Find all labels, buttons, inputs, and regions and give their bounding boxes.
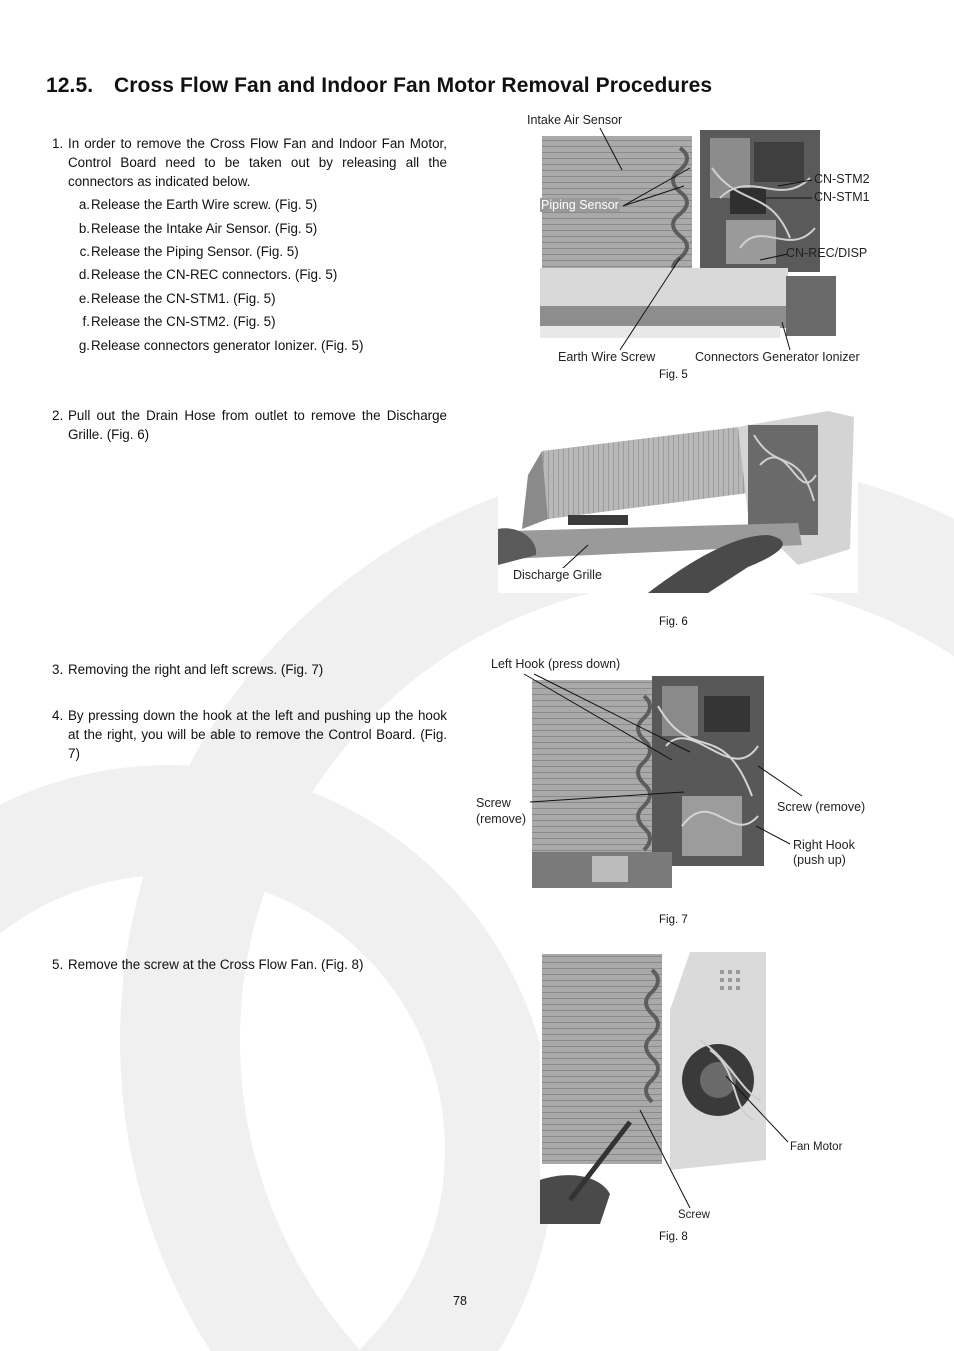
substep-a: [70, 195, 317, 214]
step-number: 3.: [52, 662, 64, 677]
fig5-label-cn-rec-disp: CN-REC/DISP: [786, 246, 868, 260]
substep-text: Release the CN-STM2. (Fig. 5): [91, 314, 276, 329]
fig5-label-piping-sensor: Piping Sensor: [541, 198, 619, 212]
fig8-label-screw: Screw: [678, 1209, 710, 1221]
substep-f: [70, 312, 276, 331]
fig7-label-right-hook-1: Right Hook: [793, 838, 855, 852]
substep-g: [70, 336, 363, 355]
fig5-label-connectors-generator-ionizer: Connectors Generator Ionizer: [695, 350, 860, 364]
fig7-label-screw-left-2: (remove): [476, 812, 527, 826]
step-text: Remove the screw at the Cross Flow Fan. (Fig. 8): [68, 957, 364, 972]
substep-letter: f.: [82, 314, 90, 329]
substep-letter: g.: [78, 338, 90, 353]
fig5-label-cn-stm2: CN-STM2: [814, 172, 870, 186]
substep-text: Release the Earth Wire screw. (Fig. 5): [91, 197, 318, 212]
fig5-caption: Fig. 5: [659, 369, 688, 381]
fig7-label-right-hook-2: (push up): [793, 853, 846, 867]
substep-b: [70, 219, 317, 238]
substep-text: Release the CN-REC connectors. (Fig. 5): [91, 267, 338, 282]
section-number: 12.5.: [46, 74, 94, 97]
substep-letter: c.: [79, 244, 90, 259]
section-title: [46, 74, 712, 98]
substep-e: [70, 289, 276, 308]
substep-c: [70, 242, 299, 261]
substep-d: [70, 265, 337, 284]
page-number: 78: [453, 1294, 467, 1308]
step-number: 2.: [52, 408, 64, 423]
step-2: [52, 406, 447, 444]
fig5-leader-lines: [520, 110, 900, 370]
fig7-label-screw-left-1: Screw: [476, 796, 511, 810]
section-title-text: Cross Flow Fan and Indoor Fan Motor Removal Procedures: [114, 74, 713, 97]
substep-text: Release connectors generator Ionizer. (Fig. 5): [91, 338, 364, 353]
fig5-label-cn-stm1: CN-STM1: [814, 190, 870, 204]
fig5-label-earth-wire-screw: Earth Wire Screw: [558, 350, 656, 364]
step-text: In order to remove the Cross Flow Fan and Indoor Fan Motor, Control Board need to be taken out by releasing all the connectors as indicated below.: [68, 136, 447, 189]
fig6-photo: [498, 405, 858, 593]
fig6-label-discharge-grille: Discharge Grille: [513, 568, 602, 582]
step-5: [52, 955, 447, 974]
substep-letter: b.: [78, 221, 90, 236]
substep-text: Release the Intake Air Sensor. (Fig. 5): [91, 221, 318, 236]
step-number: 4.: [52, 708, 64, 723]
substep-text: Release the Piping Sensor. (Fig. 5): [91, 244, 299, 259]
fig7-caption: Fig. 7: [659, 914, 688, 926]
step-number: 5.: [52, 957, 64, 972]
fig5-label-intake-air-sensor: Intake Air Sensor: [527, 113, 623, 127]
step-text: Pull out the Drain Hose from outlet to remove the Discharge Grille. (Fig. 6): [68, 408, 447, 442]
substep-text: Release the CN-STM1. (Fig. 5): [91, 291, 276, 306]
fig6-caption: Fig. 6: [659, 616, 688, 628]
step-1: [52, 134, 447, 191]
fig7-label-screw-right: Screw (remove): [777, 800, 866, 814]
substep-letter: d.: [78, 267, 90, 282]
substep-letter: a.: [78, 197, 90, 212]
step-text: Removing the right and left screws. (Fig. 7): [68, 662, 324, 677]
fig8-label-fan-motor: Fan Motor: [790, 1141, 843, 1153]
fig8-leader-lines: [600, 1050, 850, 1220]
step-number: 1.: [52, 136, 64, 151]
step-text: By pressing down the hook at the left and pushing up the hook at the right, you will be able to remove the Control Board. (Fig. 7): [68, 708, 447, 761]
step-3: [52, 660, 447, 679]
fig7-label-left-hook: Left Hook (press down): [491, 657, 621, 671]
step-4: [52, 706, 447, 763]
fig8-caption: Fig. 8: [659, 1231, 688, 1243]
substep-letter: e.: [78, 291, 90, 306]
